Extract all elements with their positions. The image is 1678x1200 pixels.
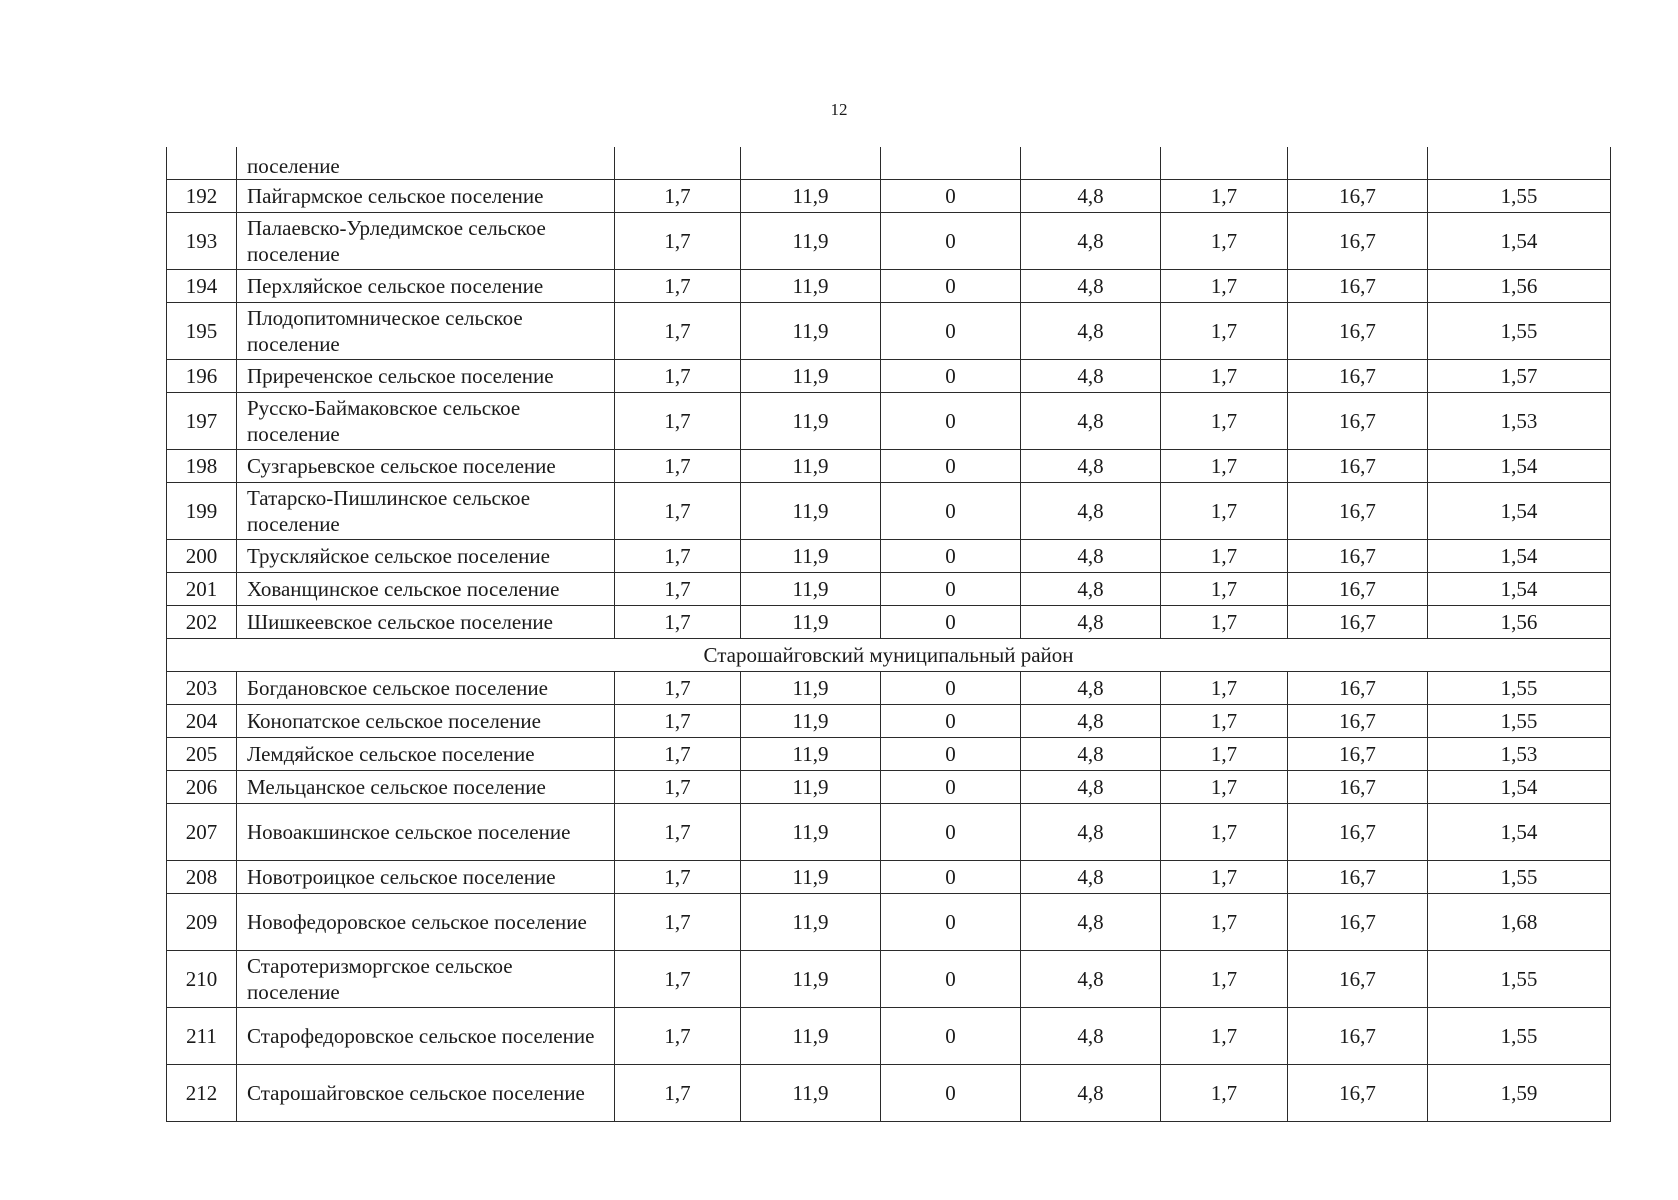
value-cell: 0	[881, 393, 1021, 450]
value-cell: 0	[881, 450, 1021, 483]
value-cell: 16,7	[1288, 705, 1428, 738]
value-cell: 0	[881, 1008, 1021, 1065]
value-cell: 1,7	[1161, 705, 1288, 738]
value-cell: 11,9	[741, 393, 881, 450]
table-row-continuation	[167, 147, 1611, 180]
value-cell: 11,9	[741, 738, 881, 771]
table-row	[167, 270, 1611, 303]
table-row	[167, 804, 1611, 861]
value-cell: 1,7	[1161, 303, 1288, 360]
value-cell: 11,9	[741, 951, 881, 1008]
value-cell: 11,9	[741, 705, 881, 738]
value-cell: 4,8	[1021, 450, 1161, 483]
settlement-name-cell: Старошайговское сельское поселение	[237, 1065, 615, 1122]
value-cell: 4,8	[1021, 303, 1161, 360]
value-cell: 0	[881, 213, 1021, 270]
value-cell: 4,8	[1021, 360, 1161, 393]
value-cell: 1,7	[615, 180, 741, 213]
value-cell: 11,9	[741, 270, 881, 303]
settlement-name-cell: Новотроицкое сельское поселение	[237, 861, 615, 894]
value-cell: 11,9	[741, 483, 881, 540]
value-cell: 16,7	[1288, 540, 1428, 573]
table-row	[167, 861, 1611, 894]
value-cell: 11,9	[741, 573, 881, 606]
table-row	[167, 894, 1611, 951]
value-cell: 1,7	[615, 270, 741, 303]
table-row	[167, 483, 1611, 540]
value-cell: 1,55	[1428, 861, 1611, 894]
value-cell: 16,7	[1288, 360, 1428, 393]
value-cell: 0	[881, 951, 1021, 1008]
value-cell: 4,8	[1021, 270, 1161, 303]
table-row	[167, 303, 1611, 360]
value-cell: 16,7	[1288, 606, 1428, 639]
value-cell: 4,8	[1021, 606, 1161, 639]
row-number-cell: 198	[167, 450, 237, 483]
value-cell: 1,7	[615, 606, 741, 639]
table-row	[167, 951, 1611, 1008]
value-cell: 1,7	[1161, 894, 1288, 951]
row-number-cell: 206	[167, 771, 237, 804]
value-cell: 1,7	[615, 894, 741, 951]
value-cell: 1,55	[1428, 705, 1611, 738]
table-row	[167, 672, 1611, 705]
row-number-cell: 199	[167, 483, 237, 540]
value-cell: 0	[881, 771, 1021, 804]
row-number-cell: 212	[167, 1065, 237, 1122]
settlement-name-cell: Татарско-Пишлинское сельское поселение	[237, 483, 615, 540]
settlement-name-cell: Лемдяйское сельское поселение	[237, 738, 615, 771]
district-group-row	[167, 639, 1611, 672]
value-cell: 0	[881, 360, 1021, 393]
row-number-cell: 196	[167, 360, 237, 393]
table-row	[167, 450, 1611, 483]
value-cell: 1,55	[1428, 180, 1611, 213]
value-cell: 1,7	[1161, 270, 1288, 303]
value-cell: 4,8	[1021, 951, 1161, 1008]
settlement-name-cell: Шишкеевское сельское поселение	[237, 606, 615, 639]
settlement-name-cell: Новоакшинское сельское поселение	[237, 804, 615, 861]
value-cell: 11,9	[741, 1065, 881, 1122]
table-row	[167, 573, 1611, 606]
value-cell: 0	[881, 573, 1021, 606]
value-cell: 1,54	[1428, 804, 1611, 861]
value-cell: 4,8	[1021, 540, 1161, 573]
value-cell: 1,54	[1428, 573, 1611, 606]
value-cell: 1,68	[1428, 894, 1611, 951]
table-row	[167, 393, 1611, 450]
value-cell: 1,55	[1428, 1008, 1611, 1065]
value-cell: 1,7	[615, 1008, 741, 1065]
table-row	[167, 738, 1611, 771]
value-cell: 1,7	[1161, 1008, 1288, 1065]
value-cell: 4,8	[1021, 1065, 1161, 1122]
value-cell: 11,9	[741, 303, 881, 360]
value-cell: 16,7	[1288, 951, 1428, 1008]
table-row	[167, 606, 1611, 639]
settlement-name-cell: Богдановское сельское поселение	[237, 672, 615, 705]
value-cell: 11,9	[741, 180, 881, 213]
value-cell: 11,9	[741, 894, 881, 951]
settlement-name-cell: Трускляйское сельское поселение	[237, 540, 615, 573]
value-cell: 16,7	[1288, 393, 1428, 450]
value-cell: 0	[881, 303, 1021, 360]
row-number-cell: 195	[167, 303, 237, 360]
value-cell: 1,7	[1161, 213, 1288, 270]
table-row	[167, 540, 1611, 573]
value-cell: 1,7	[1161, 861, 1288, 894]
value-cell: 1,7	[615, 804, 741, 861]
value-cell: 1,55	[1428, 672, 1611, 705]
settlement-name-cell: Пайгармское сельское поселение	[237, 180, 615, 213]
value-cell: 1,54	[1428, 450, 1611, 483]
value-cell: 0	[881, 483, 1021, 540]
value-cell: 16,7	[1288, 270, 1428, 303]
row-number-cell: 203	[167, 672, 237, 705]
value-cell: 1,7	[1161, 804, 1288, 861]
value-cell: 16,7	[1288, 483, 1428, 540]
value-cell: 16,7	[1288, 303, 1428, 360]
row-number-cell: 197	[167, 393, 237, 450]
value-cell: 16,7	[1288, 738, 1428, 771]
value-cell: 4,8	[1021, 180, 1161, 213]
value-cell: 1,7	[615, 1065, 741, 1122]
value-cell: 1,57	[1428, 360, 1611, 393]
value-cell: 0	[881, 1065, 1021, 1122]
value-cell: 0	[881, 606, 1021, 639]
settlement-name-cell: Плодопитомническое сельское поселение	[237, 303, 615, 360]
value-cell: 1,7	[615, 303, 741, 360]
value-cell: 1,54	[1428, 540, 1611, 573]
value-cell: 1,7	[1161, 606, 1288, 639]
value-cell: 1,7	[615, 360, 741, 393]
value-cell: 0	[881, 894, 1021, 951]
value-cell: 0	[881, 804, 1021, 861]
value-cell: 4,8	[1021, 672, 1161, 705]
value-cell: 1,56	[1428, 270, 1611, 303]
value-cell: 1,7	[1161, 360, 1288, 393]
value-cell: 1,55	[1428, 951, 1611, 1008]
table-row	[167, 213, 1611, 270]
value-cell: 11,9	[741, 771, 881, 804]
row-number-cell: 192	[167, 180, 237, 213]
table-row	[167, 180, 1611, 213]
value-cell: 1,7	[1161, 573, 1288, 606]
value-cell: 11,9	[741, 450, 881, 483]
settlement-name-cell: Старотеризморгское сельское поселение	[237, 951, 615, 1008]
table-row	[167, 1065, 1611, 1122]
value-cell: 1,7	[1161, 672, 1288, 705]
row-number-cell: 209	[167, 894, 237, 951]
value-cell: 1,7	[615, 393, 741, 450]
value-cell: 4,8	[1021, 483, 1161, 540]
table-row	[167, 1008, 1611, 1065]
row-number-cell: 204	[167, 705, 237, 738]
value-cell: 11,9	[741, 540, 881, 573]
value-cell: 1,7	[615, 951, 741, 1008]
value-cell: 1,7	[615, 213, 741, 270]
value-cell: 16,7	[1288, 1008, 1428, 1065]
value-cell: 0	[881, 270, 1021, 303]
value-cell: 0	[881, 672, 1021, 705]
value-cell: 1,7	[615, 540, 741, 573]
value-cell: 16,7	[1288, 1065, 1428, 1122]
row-number-cell: 208	[167, 861, 237, 894]
row-number-cell: 207	[167, 804, 237, 861]
value-cell: 11,9	[741, 213, 881, 270]
value-cell: 0	[881, 540, 1021, 573]
value-cell: 1,7	[1161, 393, 1288, 450]
row-number-cell: 211	[167, 1008, 237, 1065]
value-cell: 11,9	[741, 861, 881, 894]
value-cell: 1,7	[615, 738, 741, 771]
row-number-cell: 201	[167, 573, 237, 606]
value-cell: 4,8	[1021, 804, 1161, 861]
value-cell: 1,53	[1428, 738, 1611, 771]
value-cell: 16,7	[1288, 213, 1428, 270]
settlement-name-cell: Сузгарьевское сельское поселение	[237, 450, 615, 483]
settlement-name-cell: Новофедоровское сельское поселение	[237, 894, 615, 951]
settlement-name-cell: Хованщинское сельское поселение	[237, 573, 615, 606]
table-row	[167, 360, 1611, 393]
value-cell: 1,7	[1161, 771, 1288, 804]
value-cell: 0	[881, 861, 1021, 894]
value-cell: 1,54	[1428, 771, 1611, 804]
settlement-name-cell: Мельцанское сельское поселение	[237, 771, 615, 804]
row-number-cell: 194	[167, 270, 237, 303]
value-cell: 11,9	[741, 804, 881, 861]
settlement-name-cell: поселение	[237, 147, 615, 180]
value-cell: 11,9	[741, 1008, 881, 1065]
value-cell: 1,54	[1428, 213, 1611, 270]
row-number-cell: 200	[167, 540, 237, 573]
value-cell: 1,7	[1161, 540, 1288, 573]
value-cell: 16,7	[1288, 180, 1428, 213]
settlement-name-cell: Конопатское сельское поселение	[237, 705, 615, 738]
settlement-name-cell: Перхляйское сельское поселение	[237, 270, 615, 303]
value-cell: 4,8	[1021, 1008, 1161, 1065]
value-cell: 4,8	[1021, 573, 1161, 606]
row-number-cell: 210	[167, 951, 237, 1008]
value-cell: 1,7	[615, 705, 741, 738]
value-cell: 4,8	[1021, 738, 1161, 771]
district-header: Старошайговский муниципальный район	[167, 639, 1611, 672]
row-number-cell: 202	[167, 606, 237, 639]
value-cell: 4,8	[1021, 705, 1161, 738]
value-cell: 1,54	[1428, 483, 1611, 540]
value-cell: 4,8	[1021, 393, 1161, 450]
value-cell: 1,55	[1428, 303, 1611, 360]
value-cell: 1,59	[1428, 1065, 1611, 1122]
value-cell: 16,7	[1288, 672, 1428, 705]
value-cell: 0	[881, 705, 1021, 738]
value-cell: 16,7	[1288, 861, 1428, 894]
settlement-name-cell: Приреченское сельское поселение	[237, 360, 615, 393]
value-cell: 16,7	[1288, 894, 1428, 951]
data-table	[166, 147, 1611, 1122]
value-cell: 1,53	[1428, 393, 1611, 450]
row-number-cell: 205	[167, 738, 237, 771]
value-cell: 1,7	[1161, 450, 1288, 483]
value-cell: 1,7	[1161, 483, 1288, 540]
value-cell: 1,7	[1161, 1065, 1288, 1122]
value-cell: 4,8	[1021, 213, 1161, 270]
value-cell: 1,7	[1161, 738, 1288, 771]
value-cell: 16,7	[1288, 450, 1428, 483]
settlement-name-cell: Палаевско-Урледимское сельское поселение	[237, 213, 615, 270]
table-row	[167, 771, 1611, 804]
value-cell: 1,7	[615, 450, 741, 483]
settlement-name-cell: Русско-Баймаковское сельское поселение	[237, 393, 615, 450]
value-cell: 1,7	[615, 483, 741, 540]
value-cell: 1,56	[1428, 606, 1611, 639]
value-cell: 4,8	[1021, 861, 1161, 894]
value-cell: 1,7	[615, 771, 741, 804]
value-cell: 1,7	[615, 672, 741, 705]
value-cell: 11,9	[741, 672, 881, 705]
row-number-cell	[167, 147, 237, 180]
value-cell: 0	[881, 738, 1021, 771]
value-cell: 1,7	[1161, 951, 1288, 1008]
value-cell: 1,7	[1161, 180, 1288, 213]
settlement-name-cell: Старофедоровское сельское поселение	[237, 1008, 615, 1065]
value-cell: 16,7	[1288, 804, 1428, 861]
value-cell: 4,8	[1021, 894, 1161, 951]
table-row	[167, 705, 1611, 738]
value-cell: 1,7	[615, 861, 741, 894]
value-cell: 11,9	[741, 360, 881, 393]
value-cell: 16,7	[1288, 771, 1428, 804]
row-number-cell: 193	[167, 213, 237, 270]
value-cell: 4,8	[1021, 771, 1161, 804]
value-cell: 0	[881, 180, 1021, 213]
value-cell: 1,7	[615, 573, 741, 606]
value-cell: 16,7	[1288, 573, 1428, 606]
page-number: 12	[830, 100, 848, 119]
value-cell: 11,9	[741, 606, 881, 639]
